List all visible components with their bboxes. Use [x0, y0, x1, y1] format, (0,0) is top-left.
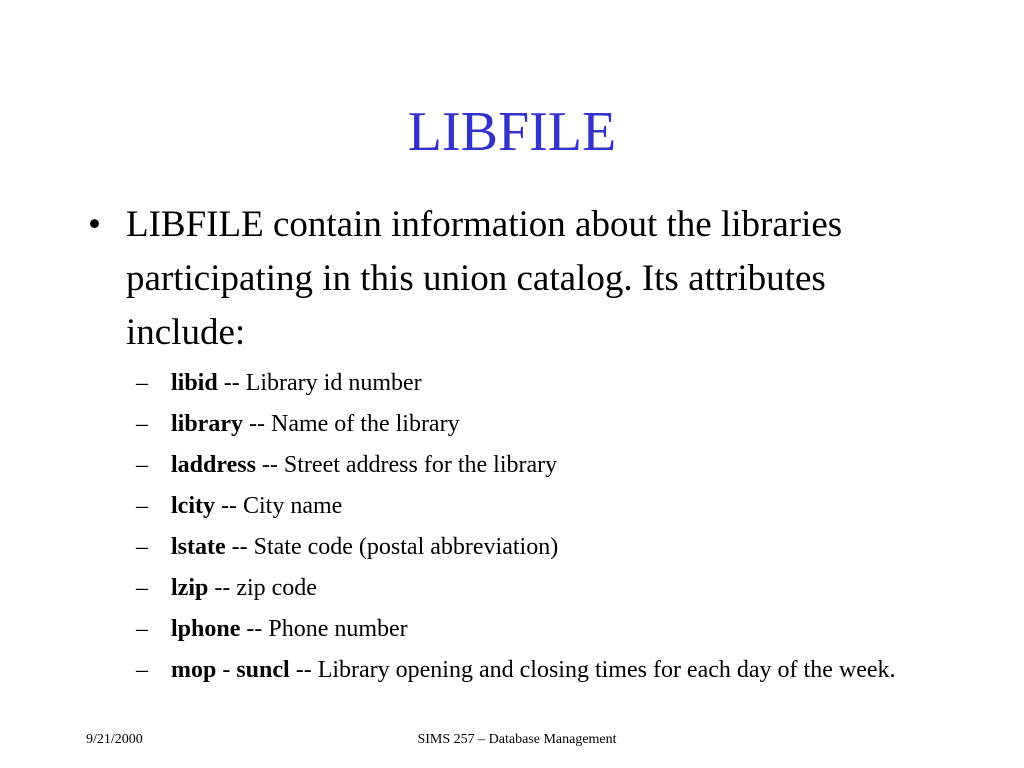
- main-bullet-text: LIBFILE contain information about the libraries participating in this union catalog. Its attributes include:: [126, 204, 843, 353]
- attribute-name: libid: [171, 370, 218, 396]
- attribute-name: lphone: [171, 616, 241, 642]
- attribute-desc: -- zip code: [208, 575, 317, 601]
- attribute-item-laddress: [136, 448, 926, 482]
- attribute-desc: -- Library id number: [217, 370, 422, 396]
- attribute-item-libid: [136, 366, 926, 400]
- attribute-name: mop: [171, 657, 217, 683]
- attribute-name-2: suncl: [236, 657, 290, 683]
- attribute-desc: -- Street address for the library: [255, 452, 558, 478]
- main-bullet-item: [88, 198, 928, 360]
- dash-icon: –: [136, 534, 148, 560]
- attribute-name: lcity: [171, 493, 215, 519]
- attribute-name: lstate: [171, 534, 226, 560]
- attribute-desc: -- State code (postal abbreviation): [225, 534, 559, 560]
- attribute-desc: -- Name of the library: [243, 411, 460, 437]
- dash-icon: –: [136, 411, 148, 437]
- attribute-name: lzip: [171, 575, 209, 601]
- dash-icon: –: [136, 452, 148, 478]
- attribute-item-mop-suncl: [136, 653, 926, 687]
- attribute-name: laddress: [171, 452, 256, 478]
- footer-course-title: SIMS 257 – Database Management: [417, 732, 617, 747]
- attribute-item-lzip: [136, 571, 926, 605]
- attribute-desc: -- Library opening and closing times for each day of the week.: [289, 657, 896, 683]
- attribute-desc: -- Phone number: [240, 616, 408, 642]
- bullet-icon: •: [88, 204, 101, 245]
- attribute-list: [136, 366, 926, 694]
- slide-title: LIBFILE: [407, 101, 617, 163]
- attribute-item-lcity: [136, 489, 926, 523]
- dash-icon: –: [136, 616, 148, 642]
- attribute-item-library: [136, 407, 926, 441]
- dash-icon: –: [136, 657, 148, 683]
- dash-icon: –: [136, 575, 148, 601]
- footer-date: 9/21/2000: [86, 732, 143, 747]
- attribute-name: library: [171, 411, 243, 437]
- dash-icon: –: [136, 493, 148, 519]
- attribute-item-lstate: [136, 530, 926, 564]
- attribute-desc: -- City name: [214, 493, 343, 519]
- attribute-separator: -: [216, 657, 237, 683]
- dash-icon: –: [136, 370, 148, 396]
- attribute-item-lphone: [136, 612, 926, 646]
